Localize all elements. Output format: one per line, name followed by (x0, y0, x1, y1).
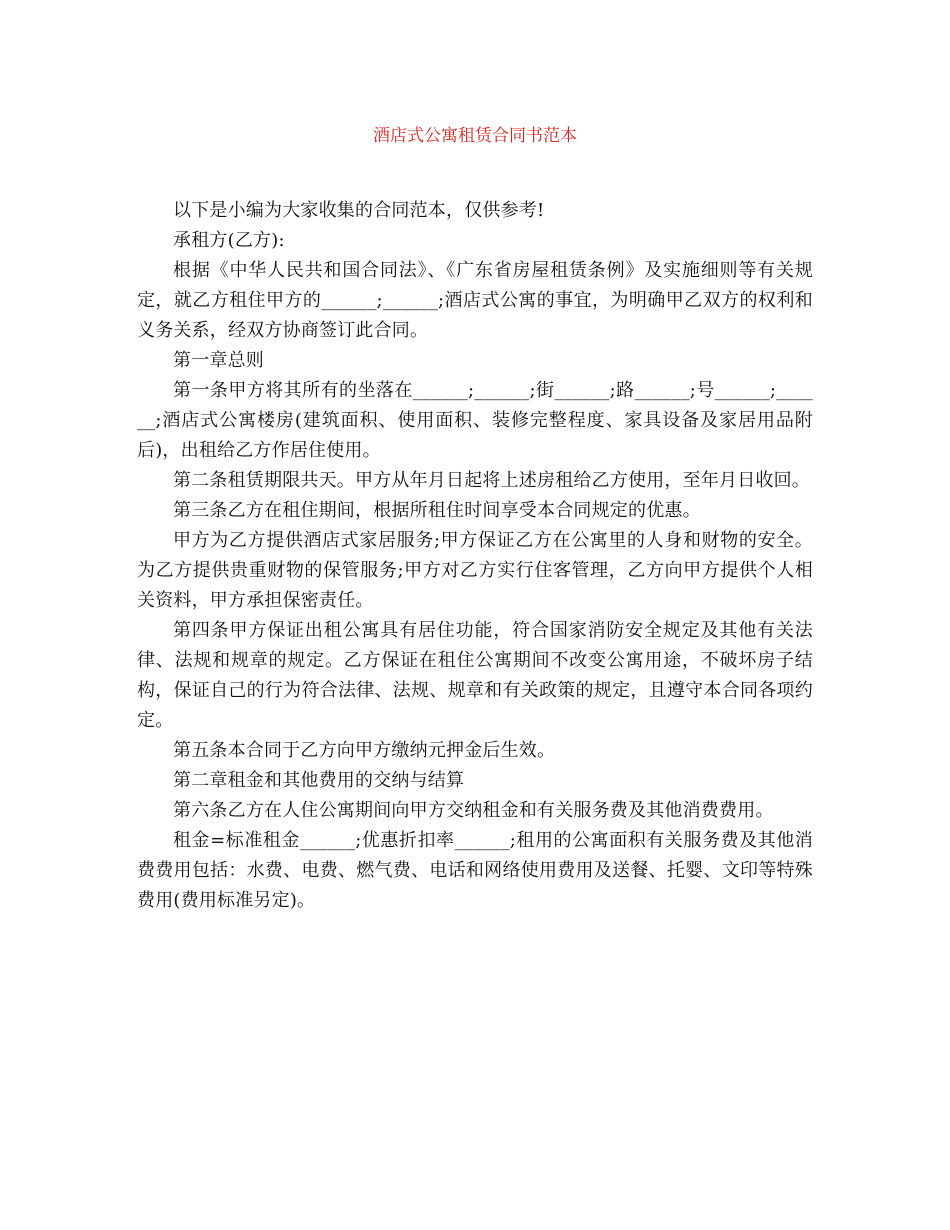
article-5: 第五条本合同于乙方向甲方缴纳元押金后生效。 (173, 740, 556, 761)
article-6-detail: 租金=标准租金______;优惠折扣率______;租用的公寓面积有关服务费及其他消费费用包括：水费、电费、燃气费、电话和网络使用费用及送餐、托婴、文印等特殊费用(费用标准另定)。 (137, 830, 813, 911)
article-2: 第二条租赁期限共天。甲方从年月日起将上述房租给乙方使用，至年月日收回。 (173, 470, 810, 491)
article-6: 第六条乙方在人住公寓期间向甲方交纳租金和有关服务费及其他消费费用。 (173, 800, 774, 821)
article-1: 第一条甲方将其所有的坐落在______;______;街______;路______;号______;______;酒店式公寓楼房(建筑面积、使用面积、装修完整程度、家具设备及家居用品附后)，出租给乙方作居住使用。 (137, 380, 813, 461)
article-3: 第三条乙方在租住期间，根据所租住时间享受本合同规定的优惠。 (173, 500, 701, 521)
article-3-detail: 甲方为乙方提供酒店式家居服务;甲方保证乙方在公寓里的人身和财物的安全。为乙方提供贵重财物的保管服务;甲方对乙方实行住客管理，乙方向甲方提供个人相关资料，甲方承担保密责任。 (137, 530, 813, 611)
document-body (137, 196, 813, 916)
document-title: 酒店式公寓租赁合同书范本 (373, 126, 577, 146)
article-4: 第四条甲方保证出租公寓具有居住功能，符合国家消防安全规定及其他有关法律、法规和规章的规定。乙方保证在租住公寓期间不改变公寓用途，不破坏房子结构，保证自己的行为符合法律、法规、规章和有关政策的规定，且遵守本合同各项约定。 (137, 620, 813, 731)
chapter-heading-1: 第一章总则 (173, 350, 264, 371)
chapter-heading-2: 第二章租金和其他费用的交纳与结算 (173, 770, 465, 791)
paragraph-basis: 根据《中华人民共和国合同法》、《广东省房屋租赁条例》及实施细则等有关规定，就乙方租住甲方的______;______;酒店式公寓的事宜，为明确甲乙双方的权利和义务关系，经双方协商签订此合同。 (137, 260, 813, 341)
paragraph-lessee: 承租方(乙方): (173, 230, 285, 251)
paragraph-intro: 以下是小编为大家收集的合同范本，仅供参考! (173, 200, 545, 221)
